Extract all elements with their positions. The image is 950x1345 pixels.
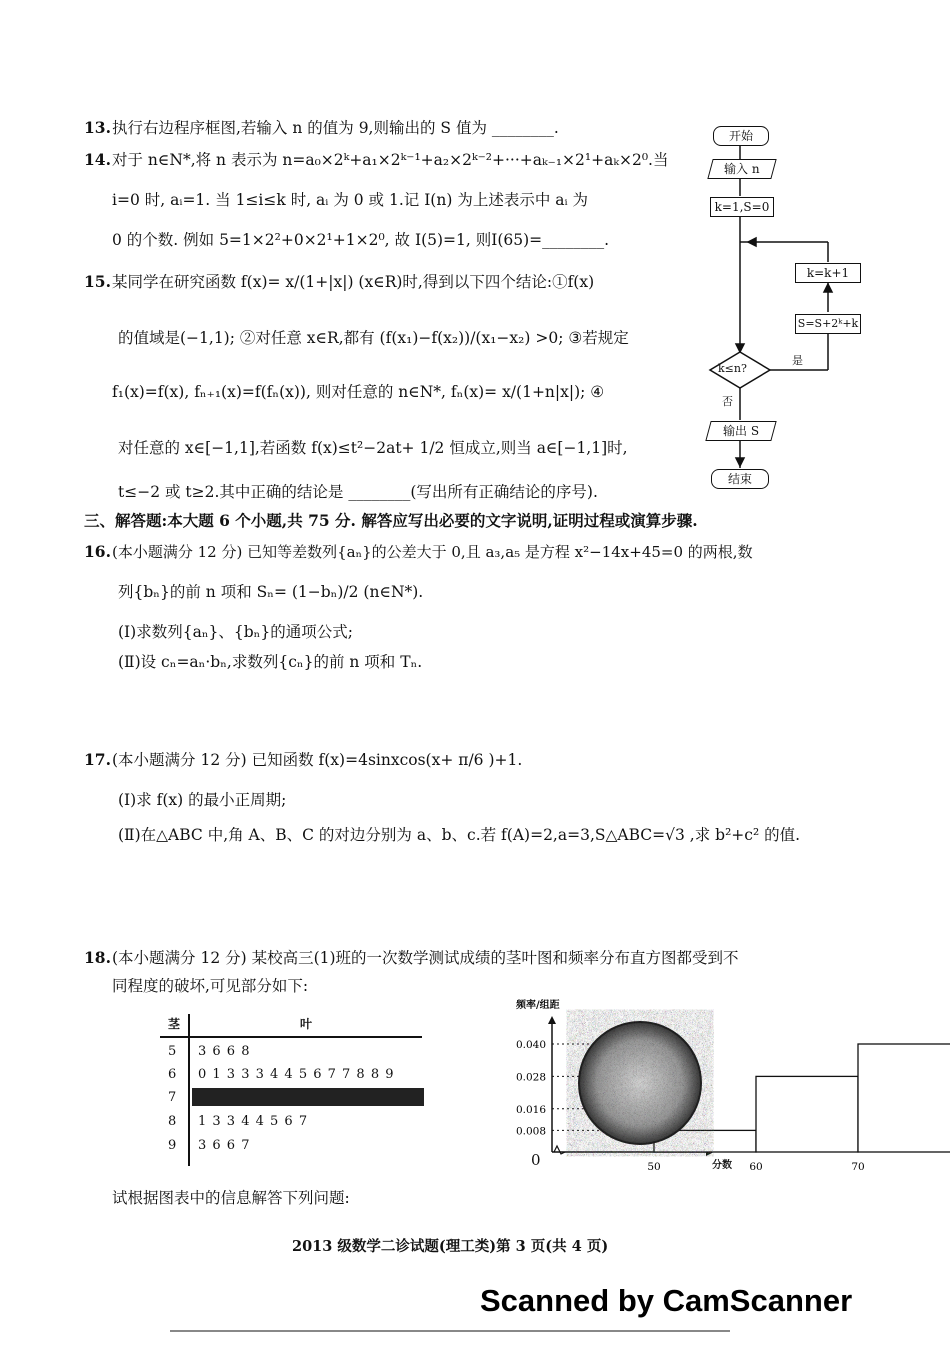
- leaf-header: 叶: [300, 1017, 313, 1031]
- x-tick-label: 50: [647, 1161, 661, 1173]
- q13-number: 13.: [84, 118, 111, 137]
- stem-header: 茎: [168, 1017, 181, 1031]
- stem-value: 6: [168, 1067, 177, 1082]
- q14-line3: 0 的个数. 例如 5=1×2²+0×2¹+1×2⁰, 故 I(5)=1, 则I(65)=________.: [112, 231, 610, 249]
- y-tick-label: 0.016: [515, 1103, 546, 1116]
- q13-text: 执行右边程序框图,若输入 n 的值为 9,则输出的 S 值为 ________.: [112, 119, 559, 137]
- section-heading: 三、解答题:本大题 6 个小题,共 75 分. 解答应写出必要的文字说明,证明过程或演算步骤.: [84, 511, 698, 530]
- scan-edge-line: [170, 1330, 730, 1332]
- q16-part2: (Ⅱ)设 cₙ=aₙ·bₙ,求数列{cₙ}的前 n 项和 Tₙ.: [118, 653, 423, 671]
- flow-output-label: 输出 S: [722, 424, 760, 438]
- flow-condition: k≤n?: [718, 362, 747, 375]
- x-tick-label: 70: [851, 1161, 865, 1173]
- q17-part2: (Ⅱ)在△ABC 中,角 A、B、C 的对边分别为 a、b、c.若 f(A)=2,a=3,S△ABC=√3 ,求 b²+c² 的值.: [118, 826, 801, 844]
- page-footer: 2013 级数学二诊试题(理工类)第 3 页(共 4 页): [292, 1238, 609, 1255]
- hist-origin: 0: [531, 1151, 541, 1169]
- flow-yes: 是: [792, 354, 803, 367]
- q16-part1: (Ⅰ)求数列{aₙ}、{bₙ}的通项公式;: [118, 623, 353, 641]
- q14-line1: 对于 n∈N*,将 n 表示为 n=a₀×2ᵏ+a₁×2ᵏ⁻¹+a₂×2ᵏ⁻²+···+aₖ₋₁×2¹+aₖ×2⁰.当: [112, 151, 669, 169]
- flow-update-k: k=k+1: [795, 263, 861, 283]
- stem-value: 5: [168, 1044, 177, 1059]
- q17-part1: (Ⅰ)求 f(x) 的最小正周期;: [118, 791, 287, 809]
- flow-input-label: 输入 n: [724, 162, 760, 176]
- flow-output: [705, 421, 776, 441]
- q14-number: 14.: [84, 150, 111, 169]
- q15-line1: 某同学在研究函数 f(x)= x/(1+|x|) (x∈R)时,得到以下四个结论:①f(x): [112, 273, 595, 291]
- q18-line3: 试根据图表中的信息解答下列问题:: [112, 1189, 350, 1207]
- q15-line3: f₁(x)=f(x), fₙ₊₁(x)=f(fₙ(x)), 则对任意的 n∈N*, fₙ(x)= x/(1+n|x|); ④: [112, 383, 605, 401]
- q18-line2: 同程度的破坏,可见部分如下:: [112, 977, 309, 995]
- q15-number: 15.: [84, 272, 111, 291]
- flow-input: [707, 159, 776, 179]
- q14-line2: i=0 时, aᵢ=1. 当 1≤i≤k 时, aᵢ 为 0 或 1.记 I(n) 为上述表示中 aᵢ 为: [112, 191, 589, 209]
- leaf-values: 1 3 3 4 4 5 6 7: [198, 1114, 309, 1129]
- q16-line2: 列{bₙ}的前 n 项和 Sₙ= (1−bₙ)/2 (n∈N*).: [118, 583, 424, 601]
- q15-line2: 的值域是(−1,1); ②对任意 x∈R,都有 (f(x₁)−f(x₂))/(x₁−x₂) >0; ③若规定: [118, 329, 629, 347]
- flow-no: 否: [722, 395, 733, 408]
- leaf-values: 0 1 3 3 3 4 4 5 6 7 7 8 8 9: [198, 1067, 395, 1082]
- flow-end: 结束: [711, 469, 769, 489]
- q16-number: 16.: [84, 542, 111, 561]
- q17-line1: (本小题满分 12 分) 已知函数 f(x)=4sinxcos(x+ π/6 )+1.: [112, 751, 523, 769]
- flow-update-s: S=S+2ᵏ+k: [795, 314, 861, 334]
- x-tick-label: 60: [749, 1161, 763, 1173]
- hist-ylabel: 频率/组距: [516, 1000, 560, 1011]
- q17-number: 17.: [84, 750, 111, 769]
- stem-value: 7: [168, 1090, 177, 1105]
- q15-line5: t≤−2 或 t≥2.其中正确的结论是 ________(写出所有正确结论的序号).: [118, 483, 598, 501]
- q15-line4: 对任意的 x∈[−1,1],若函数 f(x)≤t²−2at+ 1/2 恒成立,则当 a∈[−1,1]时,: [118, 439, 628, 457]
- y-tick-label: 0.008: [515, 1125, 546, 1138]
- stem-value: 9: [168, 1138, 177, 1153]
- q16-line1: (本小题满分 12 分) 已知等差数列{aₙ}的公差大于 0,且 a₃,a₅ 是方程 x²−14x+45=0 的两根,数: [112, 543, 753, 561]
- leaf-values: 3 6 6 7: [198, 1138, 251, 1153]
- flow-init: k=1,S=0: [710, 197, 774, 217]
- q18-line1: (本小题满分 12 分) 某校高三(1)班的一次数学测试成绩的茎叶图和频率分布直方图都受到不: [112, 949, 739, 967]
- flow-start: 开始: [713, 126, 769, 146]
- hist-xlabel: 分数: [712, 1160, 732, 1171]
- y-tick-label: 0.028: [515, 1071, 546, 1084]
- stem-value: 8: [168, 1114, 177, 1129]
- scanner-watermark: Scanned by CamScanner: [480, 1283, 853, 1318]
- leaf-values: 3 6 6 8: [198, 1044, 251, 1059]
- q18-number: 18.: [84, 948, 111, 967]
- y-tick-label: 0.040: [515, 1039, 546, 1051]
